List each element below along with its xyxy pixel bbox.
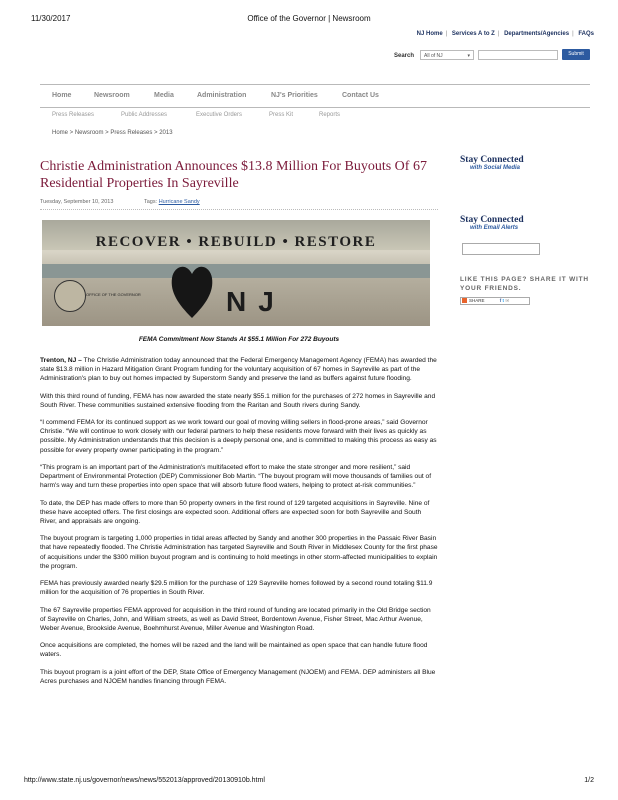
article-paragraph: “I commend FEMA for its continued support as we work toward our goal of moving willing sellers in flood-prone areas,” said Governor Christie. “We will continue to work closely with our federal partners to help these residents move forward with their lives as quickly as possible. My Administration understands that this decision is a deeply personal one, and is committed to making this process as easy as possible for every property owner participating in the program.” — [40, 419, 437, 454]
tag-link[interactable]: Hurricane Sandy — [158, 199, 200, 205]
subnav-press-kit[interactable]: Press Kit — [269, 112, 294, 118]
search-submit-button[interactable]: Submit — [562, 49, 590, 60]
services-link[interactable]: Services A to Z — [451, 31, 495, 37]
top-links: NJ Home | Services A to Z | Departments/Agencies | FAQs — [416, 31, 594, 37]
article-paragraph: This buyout program is a joint effort of the DEP, State Office of Emergency Management (NJOEM) and FEMA. DEP administers all Blue Acres purchases and NJOEM handles financing through FEMA. — [40, 668, 436, 686]
search-scope-select[interactable]: All of NJ ▾ — [420, 50, 474, 60]
tags-label: Tags: — [144, 199, 158, 205]
nav-newsroom[interactable]: Newsroom — [94, 92, 130, 99]
print-date: 11/30/2017 — [31, 14, 71, 23]
subnav-executive-orders[interactable]: Executive Orders — [196, 112, 243, 118]
article-body — [40, 356, 438, 695]
nav-priorities[interactable]: NJ's Priorities — [271, 92, 318, 99]
image-caption: FEMA Commitment Now Stands At $55.1 Million For 272 Buyouts — [138, 336, 340, 343]
main-nav — [40, 84, 590, 108]
article-meta — [40, 199, 438, 210]
social-subheading[interactable]: with Social Media — [470, 165, 521, 171]
chevron-down-icon: ▾ — [467, 53, 470, 59]
article-date: Tuesday, September 10, 2013 — [40, 199, 114, 205]
banner-seal-text: OFFICE OF THE GOVERNOR — [86, 292, 141, 297]
faqs-link[interactable]: FAQs — [578, 31, 594, 37]
hero-banner-image — [42, 220, 430, 326]
subnav-reports[interactable]: Reports — [319, 112, 341, 118]
article-paragraph: The 67 Sayreville properties FEMA approved for acquisition in the third round of funding are located primarily in the Old Bridge section of Sayreville on Charles, John, and William streets, as well as David Street, Bordentown Avenue, Fisher Street, Mac Arthur Avenue, Weber Avenue, Brookside Avenue, Boehmhurst Avenue, Miller Avenue and Washington Road. — [40, 606, 431, 632]
email-input[interactable] — [462, 243, 540, 255]
article-paragraph: Once acquisitions are completed, the homes will be razed and the land will be maintained as open space that can handle future flood waters. — [40, 642, 428, 659]
article-paragraph: FEMA has previously awarded nearly $29.5 million for the purchase of 129 Sayreville homes followed by a second round totaling $11.9 million for the acquisition of 76 properties in South River. — [40, 580, 433, 597]
sidebar-social — [460, 155, 600, 171]
email-icon: ✉ — [505, 298, 510, 303]
sidebar-email — [460, 215, 600, 231]
facebook-icon: f — [499, 298, 502, 303]
twitter-icon: t — [502, 298, 505, 303]
print-footer — [24, 777, 594, 784]
nav-contact[interactable]: Contact Us — [342, 92, 379, 99]
governor-seal-icon — [54, 280, 86, 312]
print-header — [0, 0, 618, 30]
page-url: http://www.state.nj.us/governor/news/news/552013/approved/20130910b.html — [24, 777, 265, 784]
nj-home-link[interactable]: NJ Home — [416, 31, 443, 37]
nav-administration[interactable]: Administration — [197, 92, 247, 99]
article-paragraph: Trenton, NJ – The Christie Administration today announced that the Federal Emergency Management Agency (FEMA) has awarded the state $13.8 million in Hazard Mitigation Grant Program funding for the voluntary acquisition of 67 homes in Sayreville as part of the Administration's plan to buy out homes impacted by Superstorm Sandy and preserve the land as buffers against future flooding. — [40, 357, 437, 383]
email-heading[interactable]: Stay Connected — [460, 215, 524, 225]
nav-media[interactable]: Media — [154, 92, 174, 99]
page-title: Christie Administration Announces $13.8 Million For Buyouts Of 67 Residential Properties In Sayreville — [40, 159, 427, 191]
subnav-public-addresses[interactable]: Public Addresses — [121, 112, 168, 118]
banner-nj-letters: NJ — [226, 286, 286, 317]
article-paragraph: To date, the DEP has made offers to more than 50 property owners in the first round of 129 targeted acquisitions in Sayreville. Nine of these have accepted offers. The first closings are expected soon. Additional offers are expected soon for both Sayreville and South River, and appraisals are ongoing. — [40, 499, 430, 525]
social-heading[interactable]: Stay Connected — [460, 155, 524, 165]
breadcrumb[interactable]: Home > Newsroom > Press Releases > 2013 — [52, 130, 173, 136]
page-number: 1/2 — [584, 777, 594, 784]
search-input[interactable] — [478, 50, 558, 60]
search-bar — [380, 50, 592, 64]
banner-title: RECOVER • REBUILD • RESTORE — [95, 234, 377, 250]
heart-icon — [168, 260, 216, 320]
subnav-press-releases[interactable]: Press Releases — [52, 112, 95, 118]
article-paragraph: With this third round of funding, FEMA has now awarded the state nearly $55.1 million for the purchases of 272 homes in Sayreville and South River. These communities sustained extensive flooding from the Raritan and South rivers during Sandy. — [40, 392, 436, 409]
article-paragraph: “This program is an important part of the Administration's multifaceted effort to make the state stronger and more resilient,” said Department of Environmental Protection (DEP) Commissioner Bob Martin. “The buyout program will move thousands of families out of harm's way and turn these properties into open space that will absorb future flood waters, helping to protect at-risk communities.” — [40, 464, 432, 490]
email-subheading[interactable]: with Email Alerts — [470, 225, 519, 231]
share-button[interactable]: SHARE f t ✉ — [460, 297, 530, 305]
departments-link[interactable]: Departments/Agencies — [504, 31, 570, 37]
share-icon — [462, 298, 467, 303]
like-share-text: LIKE THIS PAGE? SHARE IT WITH YOUR FRIENDS. — [460, 276, 589, 292]
nav-home[interactable]: Home — [52, 92, 72, 99]
search-label: Search — [394, 53, 415, 59]
print-title: Office of the Governor | Newsroom — [247, 14, 371, 23]
article-paragraph: The buyout program is targeting 1,000 properties in tidal areas affected by Sandy and another 300 properties in the Passaic River Basin that have repeatedly flooded. The Christie Administration has targeted Sayreville and South River in Middlesex County for the first phase of acquisitions under the $300 million buyout program and is continuing to hold meetings in other storm-affected municipalities to explain the program. — [40, 535, 438, 570]
